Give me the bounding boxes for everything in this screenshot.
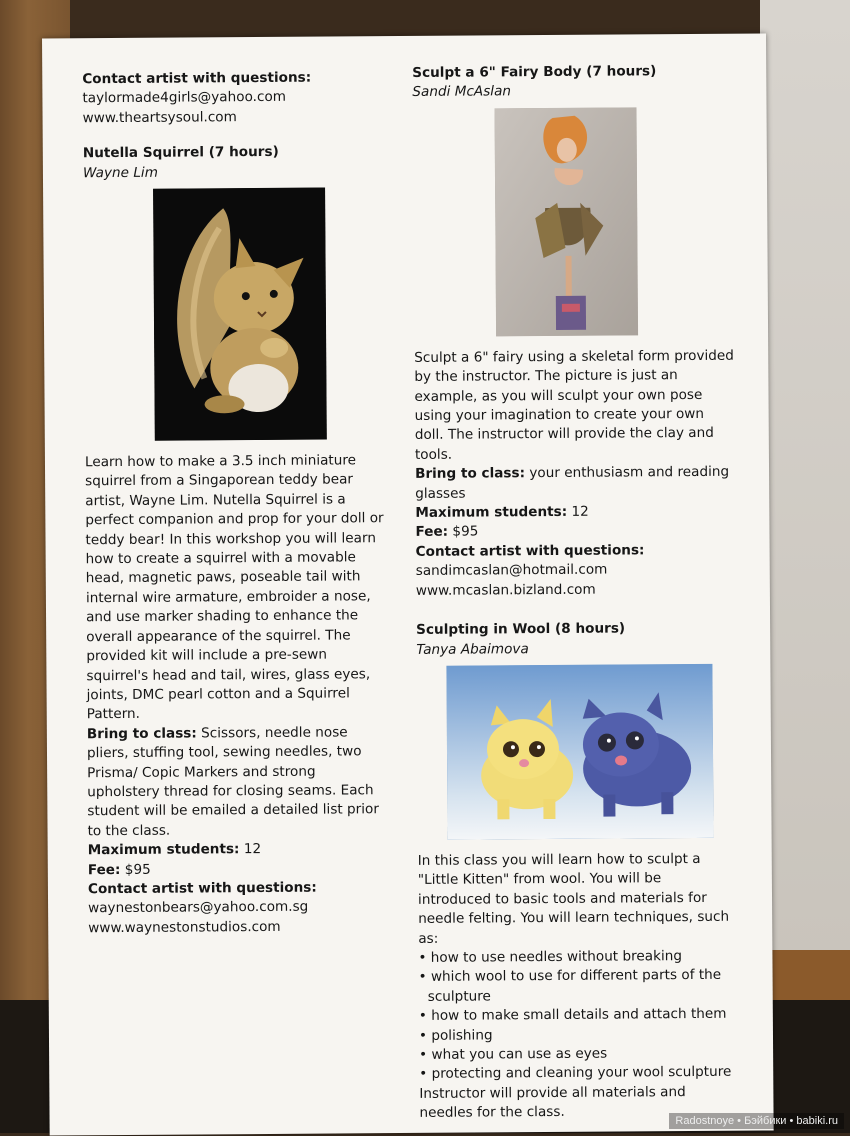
squirrel-photo <box>153 188 327 441</box>
list-item: • how to make small details and attach them <box>419 1005 739 1027</box>
max-value: 12 <box>567 503 589 520</box>
workshop-title: Nutella Squirrel (7 hours) <box>82 144 279 162</box>
contact-website: www.mcaslan.bizland.com <box>415 581 596 599</box>
list-item: • polishing <box>419 1024 739 1046</box>
fee-value: $95 <box>448 523 479 541</box>
bring-text: Scissors, needle nose pliers, stuffing tool, sewing needles, two Prisma/ Copic Markers and strong upholstery thread for closing seams. Each student will be emailed a detailed list prior to the class. <box>86 724 379 839</box>
workshop-instructor: Tanya Abaimova <box>416 640 529 658</box>
contact-label: Contact artist with questions: <box>87 879 317 898</box>
fairy-illustration <box>495 107 639 336</box>
left-column <box>82 68 388 938</box>
workshop-title: Sculpting in Wool (8 hours) <box>416 620 626 639</box>
right-column <box>412 62 739 1124</box>
watermark: Radostnoye • Бэйбики • babiki.ru <box>669 1113 844 1129</box>
max-value: 12 <box>239 841 262 858</box>
brochure-page <box>42 33 774 1135</box>
fairy-photo <box>495 107 639 336</box>
fee-label: Fee: <box>87 861 121 878</box>
techniques-list <box>418 947 739 1085</box>
contact-email: waynestonbears@yahoo.com.sg <box>88 899 309 917</box>
workshop-description: Sculpt a 6" fairy using a skeletal form provided by the instructor. The picture is just an example, as you will sculpt your own pose using your imagination to create your own doll. The instructor will provide the clay and tools. <box>414 347 734 463</box>
max-students <box>415 502 735 524</box>
list-item: • which wool to use for different parts of the sculpture <box>419 966 739 1007</box>
max-students <box>88 839 388 861</box>
bring-label: Bring to class: <box>415 465 526 483</box>
contact-label: Contact artist with questions: <box>415 542 645 560</box>
wall-background <box>760 0 850 960</box>
bring-to-class <box>415 463 735 504</box>
shelf-background <box>770 950 850 1005</box>
fee <box>415 521 735 543</box>
kittens-photo <box>446 664 713 840</box>
contact-website: www.theartsysoul.com <box>82 108 237 127</box>
contact-website: www.waynestonstudios.com <box>88 918 281 937</box>
contact-email: taylormade4girls@yahoo.com <box>82 89 287 107</box>
contact-email: sandimcaslan@hotmail.com <box>415 561 608 580</box>
bring-to-class <box>87 723 388 842</box>
max-label: Maximum students: <box>87 841 240 859</box>
squirrel-illustration <box>153 188 327 441</box>
bring-label: Bring to class: <box>86 725 197 742</box>
workshop-instructor: Wayne Lim <box>82 164 158 181</box>
kittens-illustration <box>446 664 713 840</box>
max-label: Maximum students: <box>415 503 568 521</box>
fee <box>88 859 388 881</box>
bring-text: your enthusiasm and reading glasses <box>415 463 730 502</box>
list-item: • protecting and cleaning your wool sculpture <box>419 1063 739 1085</box>
fee-label: Fee: <box>415 524 449 541</box>
workshop-description: Learn how to make a 3.5 inch miniature squirrel from a Singaporean teddy bear artist, Wayne Lim. Nutella Squirrel is a perfect companion and prop for your doll or teddy bear! In this workshop you will learn how to create a squirrel with a movable head, magnetic paws, poseable tail with internal wire armature, embroider a nose, and use marker shading to enhance the overall appearance of the squirrel. The provided kit will include a pre-sewn squirrel's head and tail, wires, glass eyes, joints, DMC pearl cotton and a Squirrel Pattern. <box>84 452 384 723</box>
contact-label: Contact artist with questions: <box>82 69 312 88</box>
workshop-title: Sculpt a 6" Fairy Body (7 hours) <box>412 63 657 81</box>
list-item: • how to use needles without breaking <box>418 947 738 969</box>
workshop-instructor: Sandi McAslan <box>412 83 512 101</box>
workshop-description: In this class you will learn how to sculpt a "Little Kitten" from wool. You will be introduced to basic tools and materials for needle felting. You will learn techniques, such as: <box>417 850 730 947</box>
closing-note: Instructor will provide all materials and needles for the class. <box>419 1083 686 1122</box>
list-item: • what you can use as eyes <box>419 1044 739 1066</box>
fee-value: $95 <box>120 861 151 878</box>
